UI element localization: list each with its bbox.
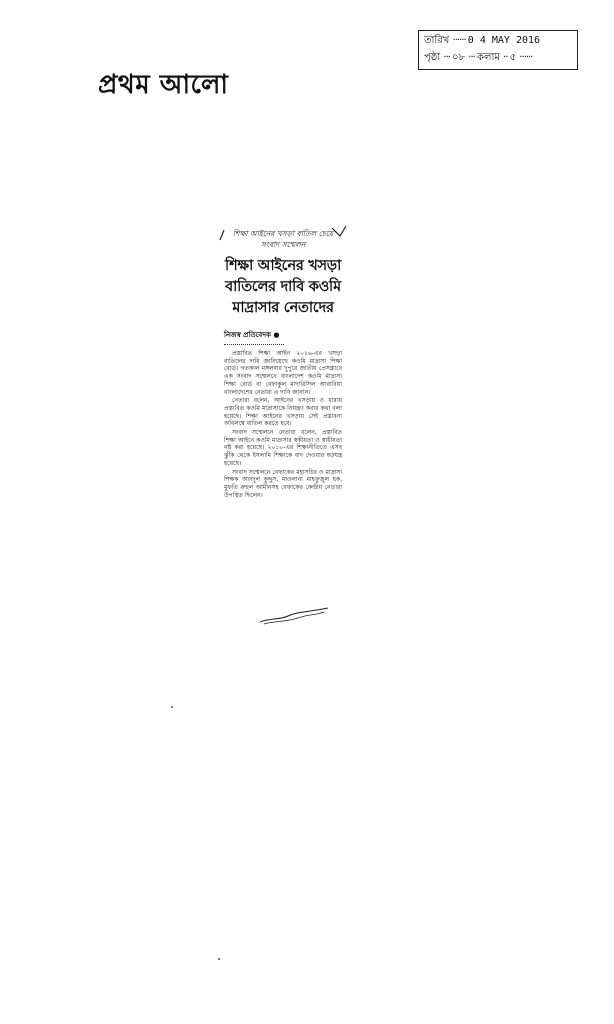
article-paragraph: সংবাদ সম্মেলনে নেতারা বলেন, প্রস্তাবিত শিক্ষা আইনে কওমি মাদ্রাসার স্বকীয়তা ও স্বাধীনতা নষ্ট করা হয়েছে। ২০১০-এর শিক্ষানীতিতে এসব ঝুঁকি থেকে ইসলামি শিক্ষাকে বাদ দেওয়ার ষড়যন্ত্র হয়েছে। <box>224 429 342 467</box>
handwritten-note: শিক্ষা আইনের খসড়া বাতিল চেয়ে সংবাদ সম্মেলন <box>232 229 334 249</box>
article-body <box>218 350 348 499</box>
tick-mark-right <box>330 224 348 240</box>
article-paragraph: প্রস্তাবিত শিক্ষা আইন ২০১৬-এর খসড়া বাতিলের দাবি জানিয়েছে কওমি মাদ্রাসা শিক্ষা বোর্ড। গতকাল মঙ্গলবার দুপুরে জাতীয় প্রেসক্লাবে এক সংবাদ সম্মেলনে বাংলাদেশ কওমি মাদ্রাসা শিক্ষা বোর্ড বা বেফাকুল মাদারিসিল আরাবিয়া বাংলাদেশের নেতারা এ দাবি জানান। <box>224 350 342 396</box>
scan-speck <box>171 706 173 708</box>
stamp-date-row <box>424 32 572 49</box>
article-byline: নিজস্ব প্রতিবেদক ● <box>224 331 280 339</box>
scan-speck <box>218 958 220 960</box>
stamp-column-label: কলাম <box>477 52 500 63</box>
stamp-page-label: পৃষ্ঠা <box>424 52 441 63</box>
stamp-dots: ·· <box>503 52 510 63</box>
stamp-dots: ······ <box>519 52 533 63</box>
tick-mark-left <box>218 228 234 242</box>
article-paragraph: নেতারা বলেন, আইনের খসড়ায় ও ধারায় প্রস্তাবিত কওমি মাদ্রাসাকে নিয়ন্ত্রণ করার কথা বলা হয়েছে। শিক্ষা আইনের খসড়ায় সেই প্রস্তাবনা অবিলম্বে বাতিল করতে হবে। <box>224 397 342 428</box>
newspaper-masthead: প্রথম আলো <box>98 70 229 100</box>
stamp-dots: ··· <box>443 52 453 63</box>
stamp-page-value: ০৮ <box>452 52 466 63</box>
stamp-date-value: 0 4 MAY 2016 <box>467 35 541 46</box>
signature-scribble <box>258 606 330 626</box>
news-clipping <box>218 228 348 500</box>
article-paragraph: সংবাদ সম্মেলনে বেফাকের মহাসচিব ও মাদ্রাসা শিক্ষক আবদুল কুদ্দুস, মাওলানা মাহফুজুল হক, মুফতি রুহুল আমীনসহ বেফাকের কেন্দ্রীয় নেতারা উপস্থিত ছিলেন। <box>224 468 342 499</box>
stamp-column-value: ৫ <box>509 52 517 63</box>
clipping-stamp <box>418 30 578 70</box>
stamp-page-row <box>424 49 572 66</box>
byline-divider <box>224 344 284 346</box>
stamp-dots: ······ <box>452 35 468 46</box>
stamp-dots: ··· <box>468 52 478 63</box>
article-headline: শিক্ষা আইনের খসড়া বাতিলের দাবি কওমি মাদ্রাসার নেতাদের <box>224 258 342 316</box>
stamp-date-label: তারিখ <box>424 35 450 46</box>
